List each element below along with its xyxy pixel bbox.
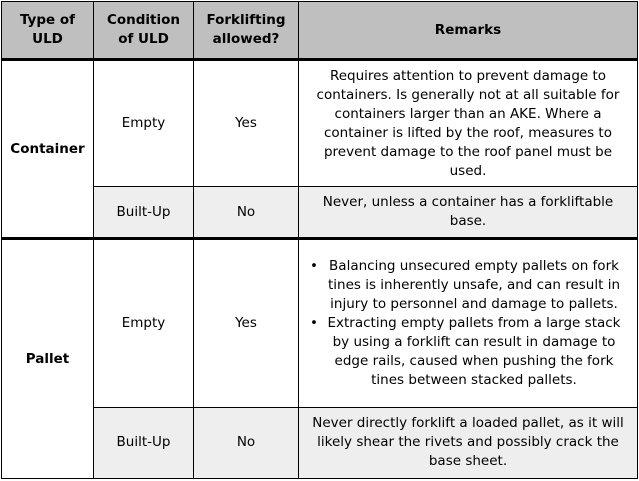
type-container: Container — [2, 60, 94, 239]
type-pallet: Pallet — [2, 239, 94, 479]
condition-cell: Built-Up — [94, 187, 194, 239]
header-row — [2, 2, 638, 60]
remarks-cell — [299, 239, 638, 407]
header-condition-of-uld: Condition of ULD — [94, 2, 194, 60]
table-row — [2, 407, 638, 478]
header-remarks: Remarks — [299, 2, 638, 60]
remarks-bullet-list — [304, 257, 632, 390]
condition-cell: Built-Up — [94, 407, 194, 478]
remarks-cell: Requires attention to prevent damage to containers. Is generally not at all suitable for containers larger than an AKE. Where a container is lifted by the roof, measures to prevent damage to the roof panel must be used. — [299, 60, 638, 187]
forklifting-allowed-cell: No — [194, 407, 299, 478]
header-type-of-uld: Type of ULD — [2, 2, 94, 60]
uld-forklifting-table — [1, 1, 638, 479]
list-item: • Extracting empty pallets from a large stack by using a forklift can result in damage to edge rails, caused when pushing the fork tines between stacked pallets. — [310, 314, 628, 390]
condition-cell: Empty — [94, 60, 194, 187]
list-item: • Balancing unsecured empty pallets on fork tines is inherently unsafe, and can result in injury to personnel and damage to pallets. — [310, 257, 628, 314]
table-row — [2, 60, 638, 187]
table-row — [2, 239, 638, 407]
remarks-cell: Never directly forklift a loaded pallet, as it will likely shear the rivets and possibly crack the base sheet. — [299, 407, 638, 478]
forklifting-allowed-cell: No — [194, 187, 299, 239]
forklifting-allowed-cell: Yes — [194, 60, 299, 187]
forklifting-allowed-cell: Yes — [194, 239, 299, 407]
remarks-cell: Never, unless a container has a forkliftable base. — [299, 187, 638, 239]
table-row — [2, 187, 638, 239]
condition-cell: Empty — [94, 239, 194, 407]
header-forklifting-allowed: Forklifting allowed? — [194, 2, 299, 60]
